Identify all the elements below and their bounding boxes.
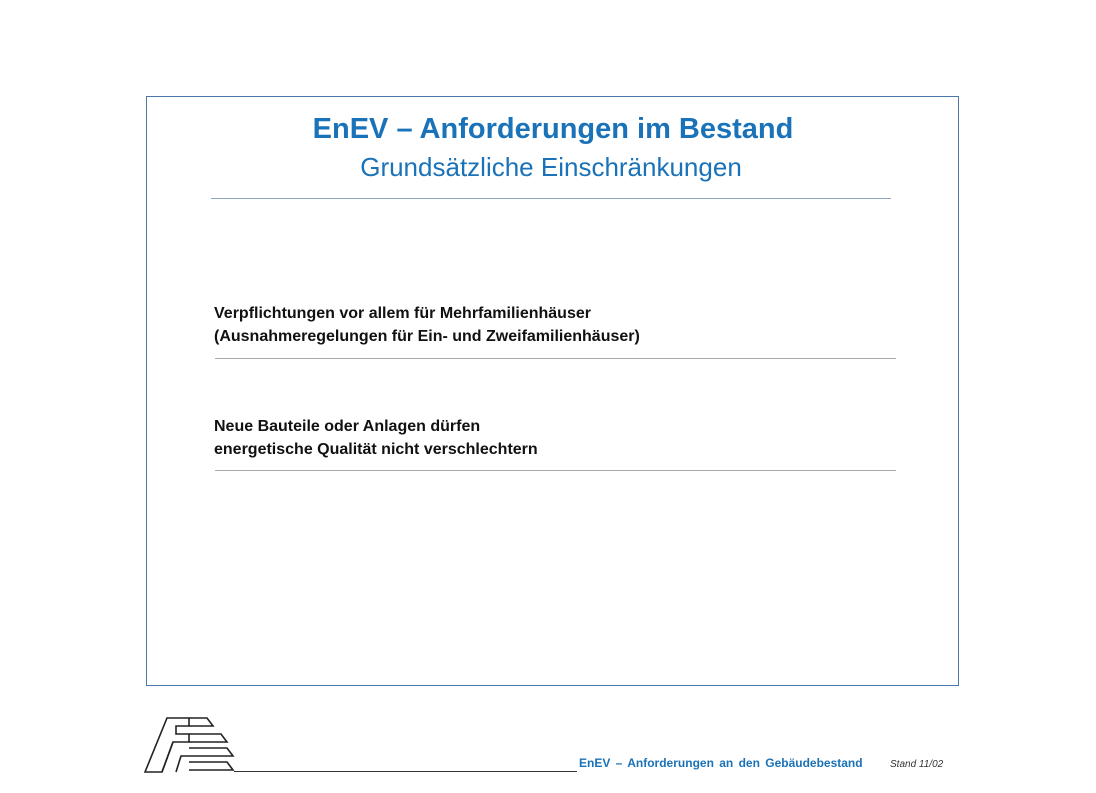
footer-stand: Stand 11/02 — [890, 759, 944, 770]
block-2-line-2: energetische Qualität nicht verschlechtern — [214, 441, 538, 458]
block-2-divider — [215, 470, 896, 471]
slide-subtitle: Grundsätzliche Einschränkungen — [360, 152, 742, 182]
block-2-line-1: Neue Bauteile oder Anlagen dürfen — [214, 418, 481, 435]
ae-logo-icon — [143, 716, 235, 774]
footer-title: EnEV – Anforderungen an den Gebäudebestand — [579, 756, 863, 770]
block-1-line-1: Verpflichtungen vor allem für Mehrfamilienhäuser — [214, 305, 591, 322]
slide-frame — [146, 96, 959, 686]
block-1-line-2: (Ausnahmeregelungen für Ein- und Zweifamilienhäuser) — [214, 328, 640, 345]
slide-title: EnEV – Anforderungen im Bestand — [312, 113, 794, 145]
content-block-1 — [214, 302, 640, 348]
title-divider — [211, 198, 891, 199]
content-block-2 — [214, 415, 538, 461]
footer-rule — [234, 771, 577, 772]
block-1-divider — [215, 358, 896, 359]
